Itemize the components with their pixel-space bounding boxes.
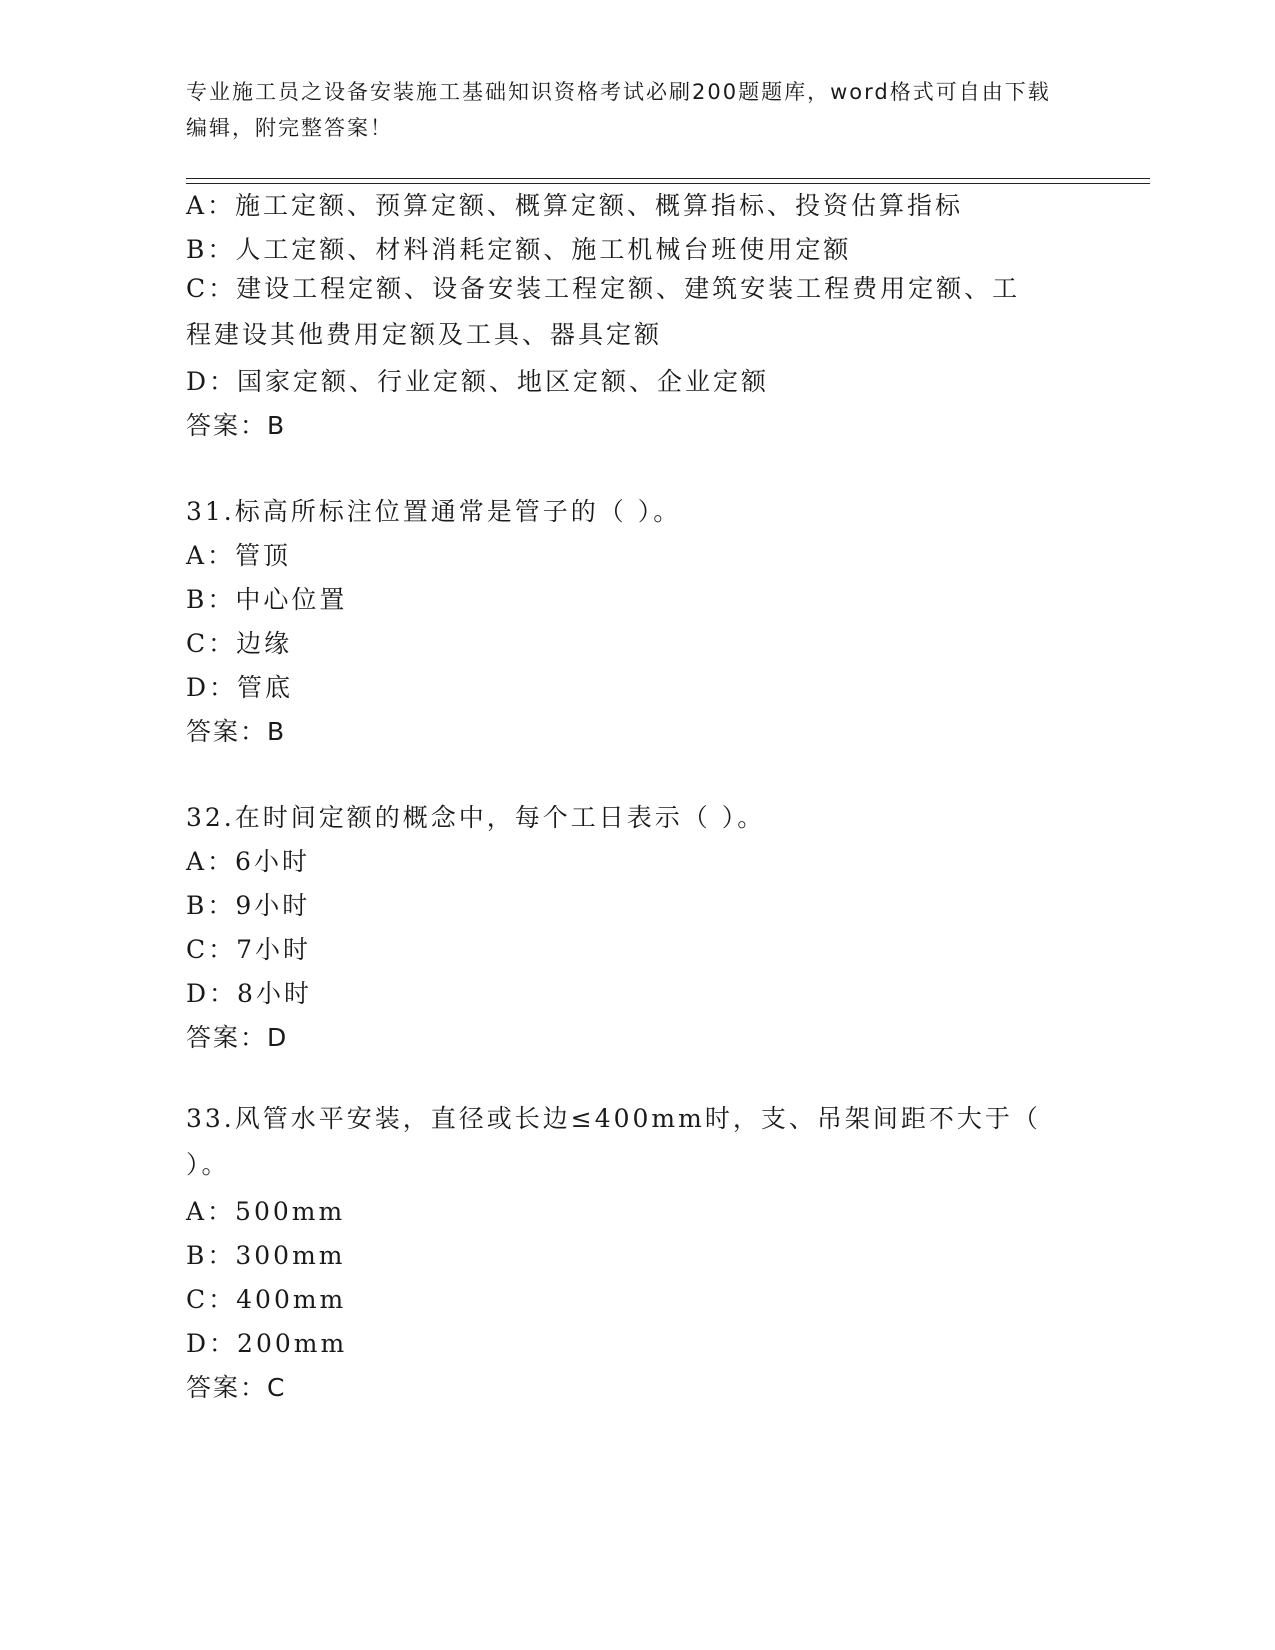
q31-option-c: C：边缘 xyxy=(186,629,293,658)
q33-option-c: C：400mm xyxy=(186,1285,347,1314)
q31-option-d: D：管底 xyxy=(186,673,294,702)
q30-answer: 答案：B xyxy=(186,411,287,440)
q31-option-b: B：中心位置 xyxy=(186,585,348,614)
q32-option-a: A：6小时 xyxy=(186,847,310,876)
q31-answer: 答案：B xyxy=(186,717,287,746)
header-divider-bottom xyxy=(186,183,1150,184)
q32-option-c: C：7小时 xyxy=(186,935,312,964)
q31-question: 31.标高所标注位置通常是管子的（ ）。 xyxy=(186,497,682,526)
q30-option-b: B：人工定额、材料消耗定额、施工机械台班使用定额 xyxy=(186,235,852,264)
q33-option-d: D：200mm xyxy=(186,1329,348,1358)
q30-option-c: C：建设工程定额、设备安装工程定额、建筑安装工程费用定额、工程建设其他费用定额及工具、器具定额 xyxy=(186,274,1021,349)
q30-option-d: D：国家定额、行业定额、地区定额、企业定额 xyxy=(186,367,770,396)
q33-question: 33.风管水平安装，直径或长边≤400mm时，支、吊架间距不大于（ ）。 xyxy=(186,1104,1041,1179)
q32-answer: 答案：D xyxy=(186,1023,289,1052)
q32-option-d: D：8小时 xyxy=(186,979,312,1008)
q32-question: 32.在时间定额的概念中，每个工日表示（ ）。 xyxy=(186,803,766,832)
document-title: 专业施工员之设备安装施工基础知识资格考试必刷200题题库，word格式可自由下载编辑，附完整答案！ xyxy=(186,80,1051,140)
q33-option-b: B：300mm xyxy=(186,1241,346,1270)
q31-option-a: A：管顶 xyxy=(186,541,292,570)
q33-option-a: A：500mm xyxy=(186,1197,346,1226)
q33-answer: 答案：C xyxy=(186,1373,287,1402)
header-divider-top xyxy=(186,178,1150,179)
q32-option-b: B：9小时 xyxy=(186,891,311,920)
q30-option-a: A：施工定额、预算定额、概算定额、概算指标、投资估算指标 xyxy=(186,191,964,220)
